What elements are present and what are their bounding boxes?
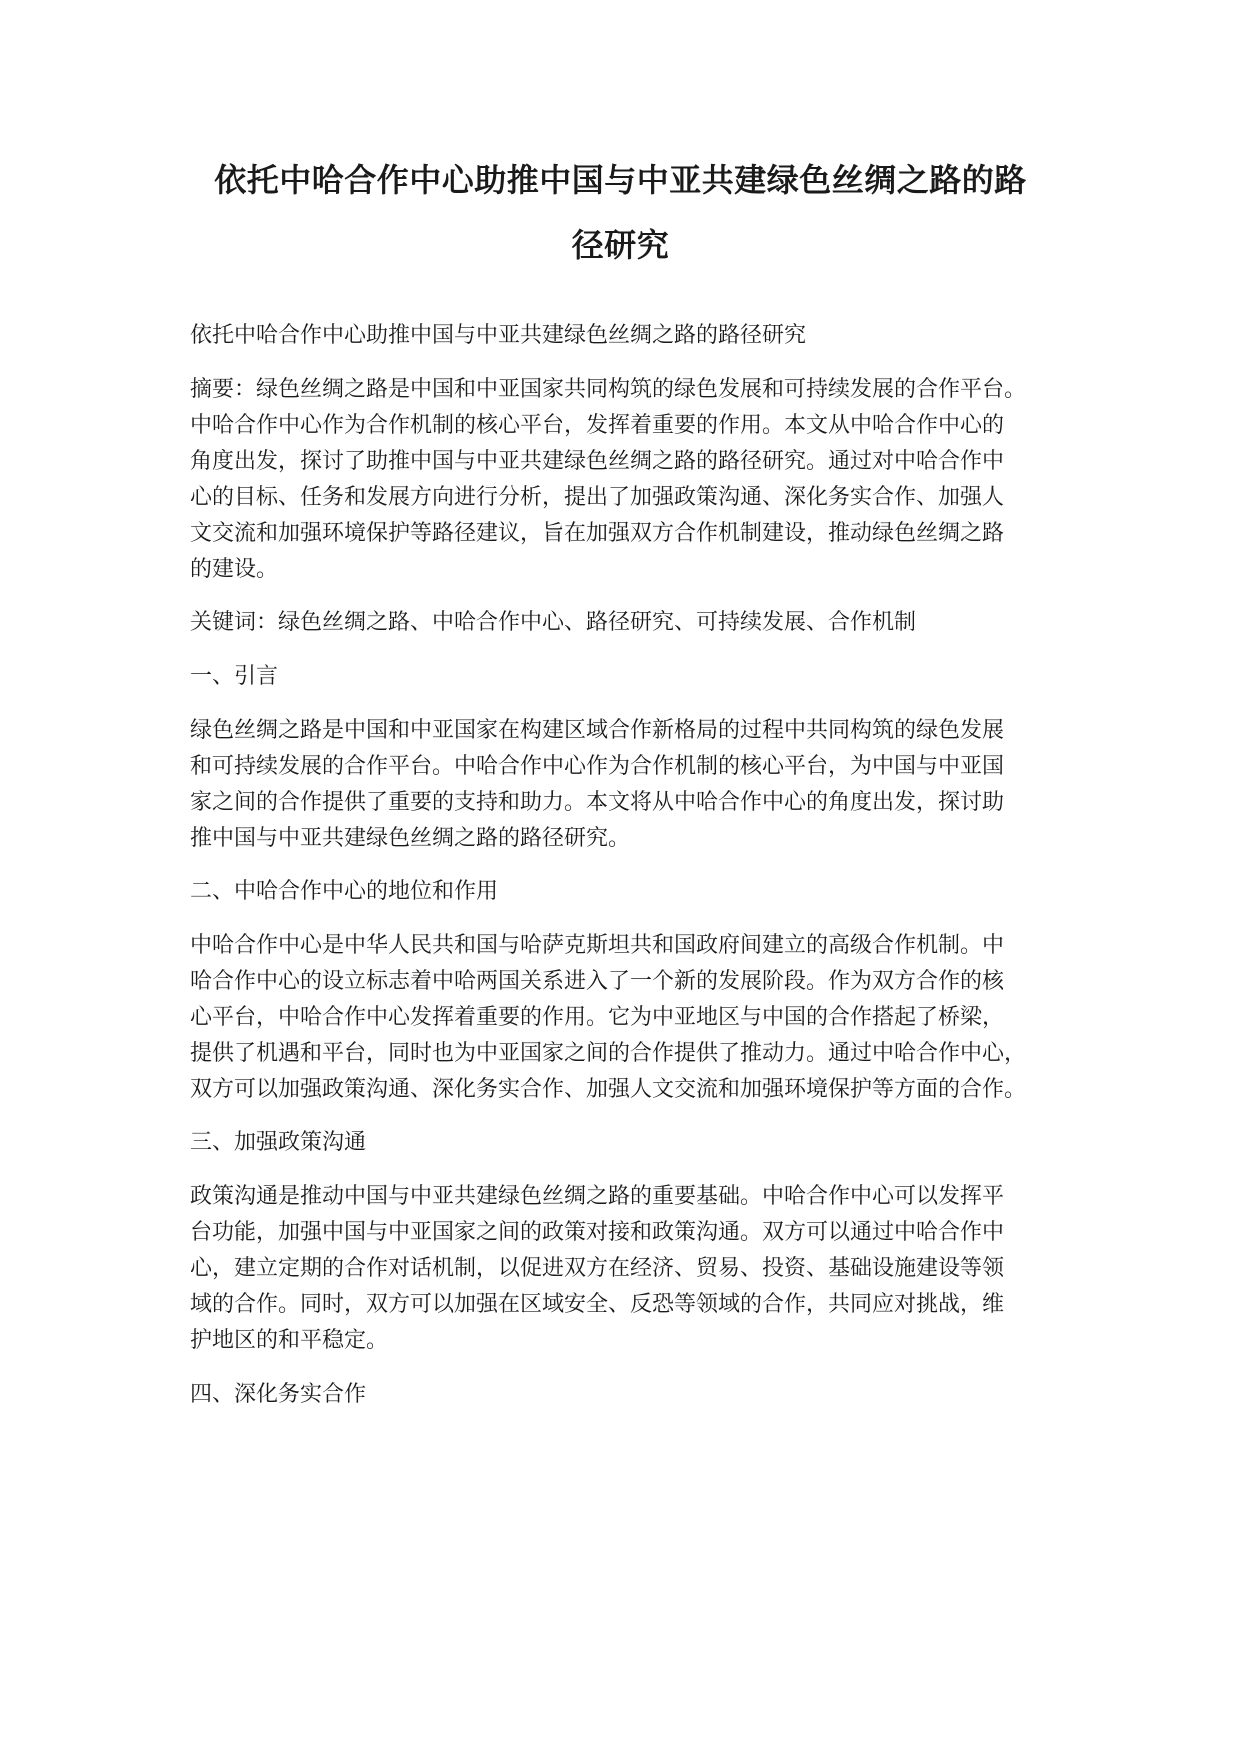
abstract-line: 中哈合作中心作为合作机制的核心平台，发挥着重要的作用。本文从中哈合作中心的 — [190, 413, 1005, 438]
abstract-line: 摘要：绿色丝绸之路是中国和中亚国家共同构筑的绿色发展和可持续发展的合作平台。 — [190, 377, 1027, 402]
section-heading: 四、深化务实合作 — [190, 1382, 367, 1407]
paragraph-line: 中哈合作中心是中华人民共和国与哈萨克斯坦共和国政府间建立的高级合作机制。中 — [190, 933, 1005, 958]
abstract-line: 心的目标、任务和发展方向进行分析，提出了加强政策沟通、深化务实合作、加强人 — [190, 485, 1005, 510]
paragraph-line: 心平台，中哈合作中心发挥着重要的作用。它为中亚地区与中国的合作搭起了桥梁， — [190, 1005, 1005, 1030]
section-heading: 一、引言 — [190, 664, 279, 689]
paragraph-line: 护地区的和平稳定。 — [190, 1328, 389, 1353]
paragraph-line: 台功能，加强中国与中亚国家之间的政策对接和政策沟通。双方可以通过中哈合作中 — [190, 1220, 1005, 1245]
paragraph-line: 心，建立定期的合作对话机制，以促进双方在经济、贸易、投资、基础设施建设等领 — [190, 1256, 1005, 1281]
abstract-line: 的建设。 — [190, 557, 279, 582]
document-title-line-2: 径研究 — [571, 226, 670, 264]
section-heading: 二、中哈合作中心的地位和作用 — [190, 879, 499, 904]
section-heading: 三、加强政策沟通 — [190, 1130, 367, 1155]
paragraph-line: 双方可以加强政策沟通、深化务实合作、加强人文交流和加强环境保护等方面的合作。 — [190, 1077, 1027, 1102]
keywords: 关键词：绿色丝绸之路、中哈合作中心、路径研究、可持续发展、合作机制 — [190, 610, 917, 635]
paragraph-line: 家之间的合作提供了重要的支持和助力。本文将从中哈合作中心的角度出发，探讨助 — [190, 790, 1005, 815]
paragraph-line: 哈合作中心的设立标志着中哈两国关系进入了一个新的发展阶段。作为双方合作的核 — [190, 969, 1005, 994]
paragraph-line: 政策沟通是推动中国与中亚共建绿色丝绸之路的重要基础。中哈合作中心可以发挥平 — [190, 1184, 1005, 1209]
paragraph-line: 域的合作。同时，双方可以加强在区域安全、反恐等领域的合作，共同应对挑战，维 — [190, 1292, 1005, 1317]
abstract-line: 角度出发，探讨了助推中国与中亚共建绿色丝绸之路的路径研究。通过对中哈合作中 — [190, 449, 1005, 474]
paragraph-line: 推中国与中亚共建绿色丝绸之路的路径研究。 — [190, 826, 631, 851]
paragraph-line: 和可持续发展的合作平台。中哈合作中心作为合作机制的核心平台，为中国与中亚国 — [190, 754, 1005, 779]
document-title-line-1: 依托中哈合作中心助推中国与中亚共建绿色丝绸之路的路 — [214, 161, 1027, 199]
paragraph-line: 绿色丝绸之路是中国和中亚国家在构建区域合作新格局的过程中共同构筑的绿色发展 — [190, 718, 1005, 743]
paragraph-line: 提供了机遇和平台，同时也为中亚国家之间的合作提供了推动力。通过中哈合作中心， — [190, 1041, 1027, 1066]
abstract-line: 文交流和加强环境保护等路径建议，旨在加强双方合作机制建设，推动绿色丝绸之路 — [190, 521, 1005, 546]
subtitle: 依托中哈合作中心助推中国与中亚共建绿色丝绸之路的路径研究 — [190, 323, 807, 348]
